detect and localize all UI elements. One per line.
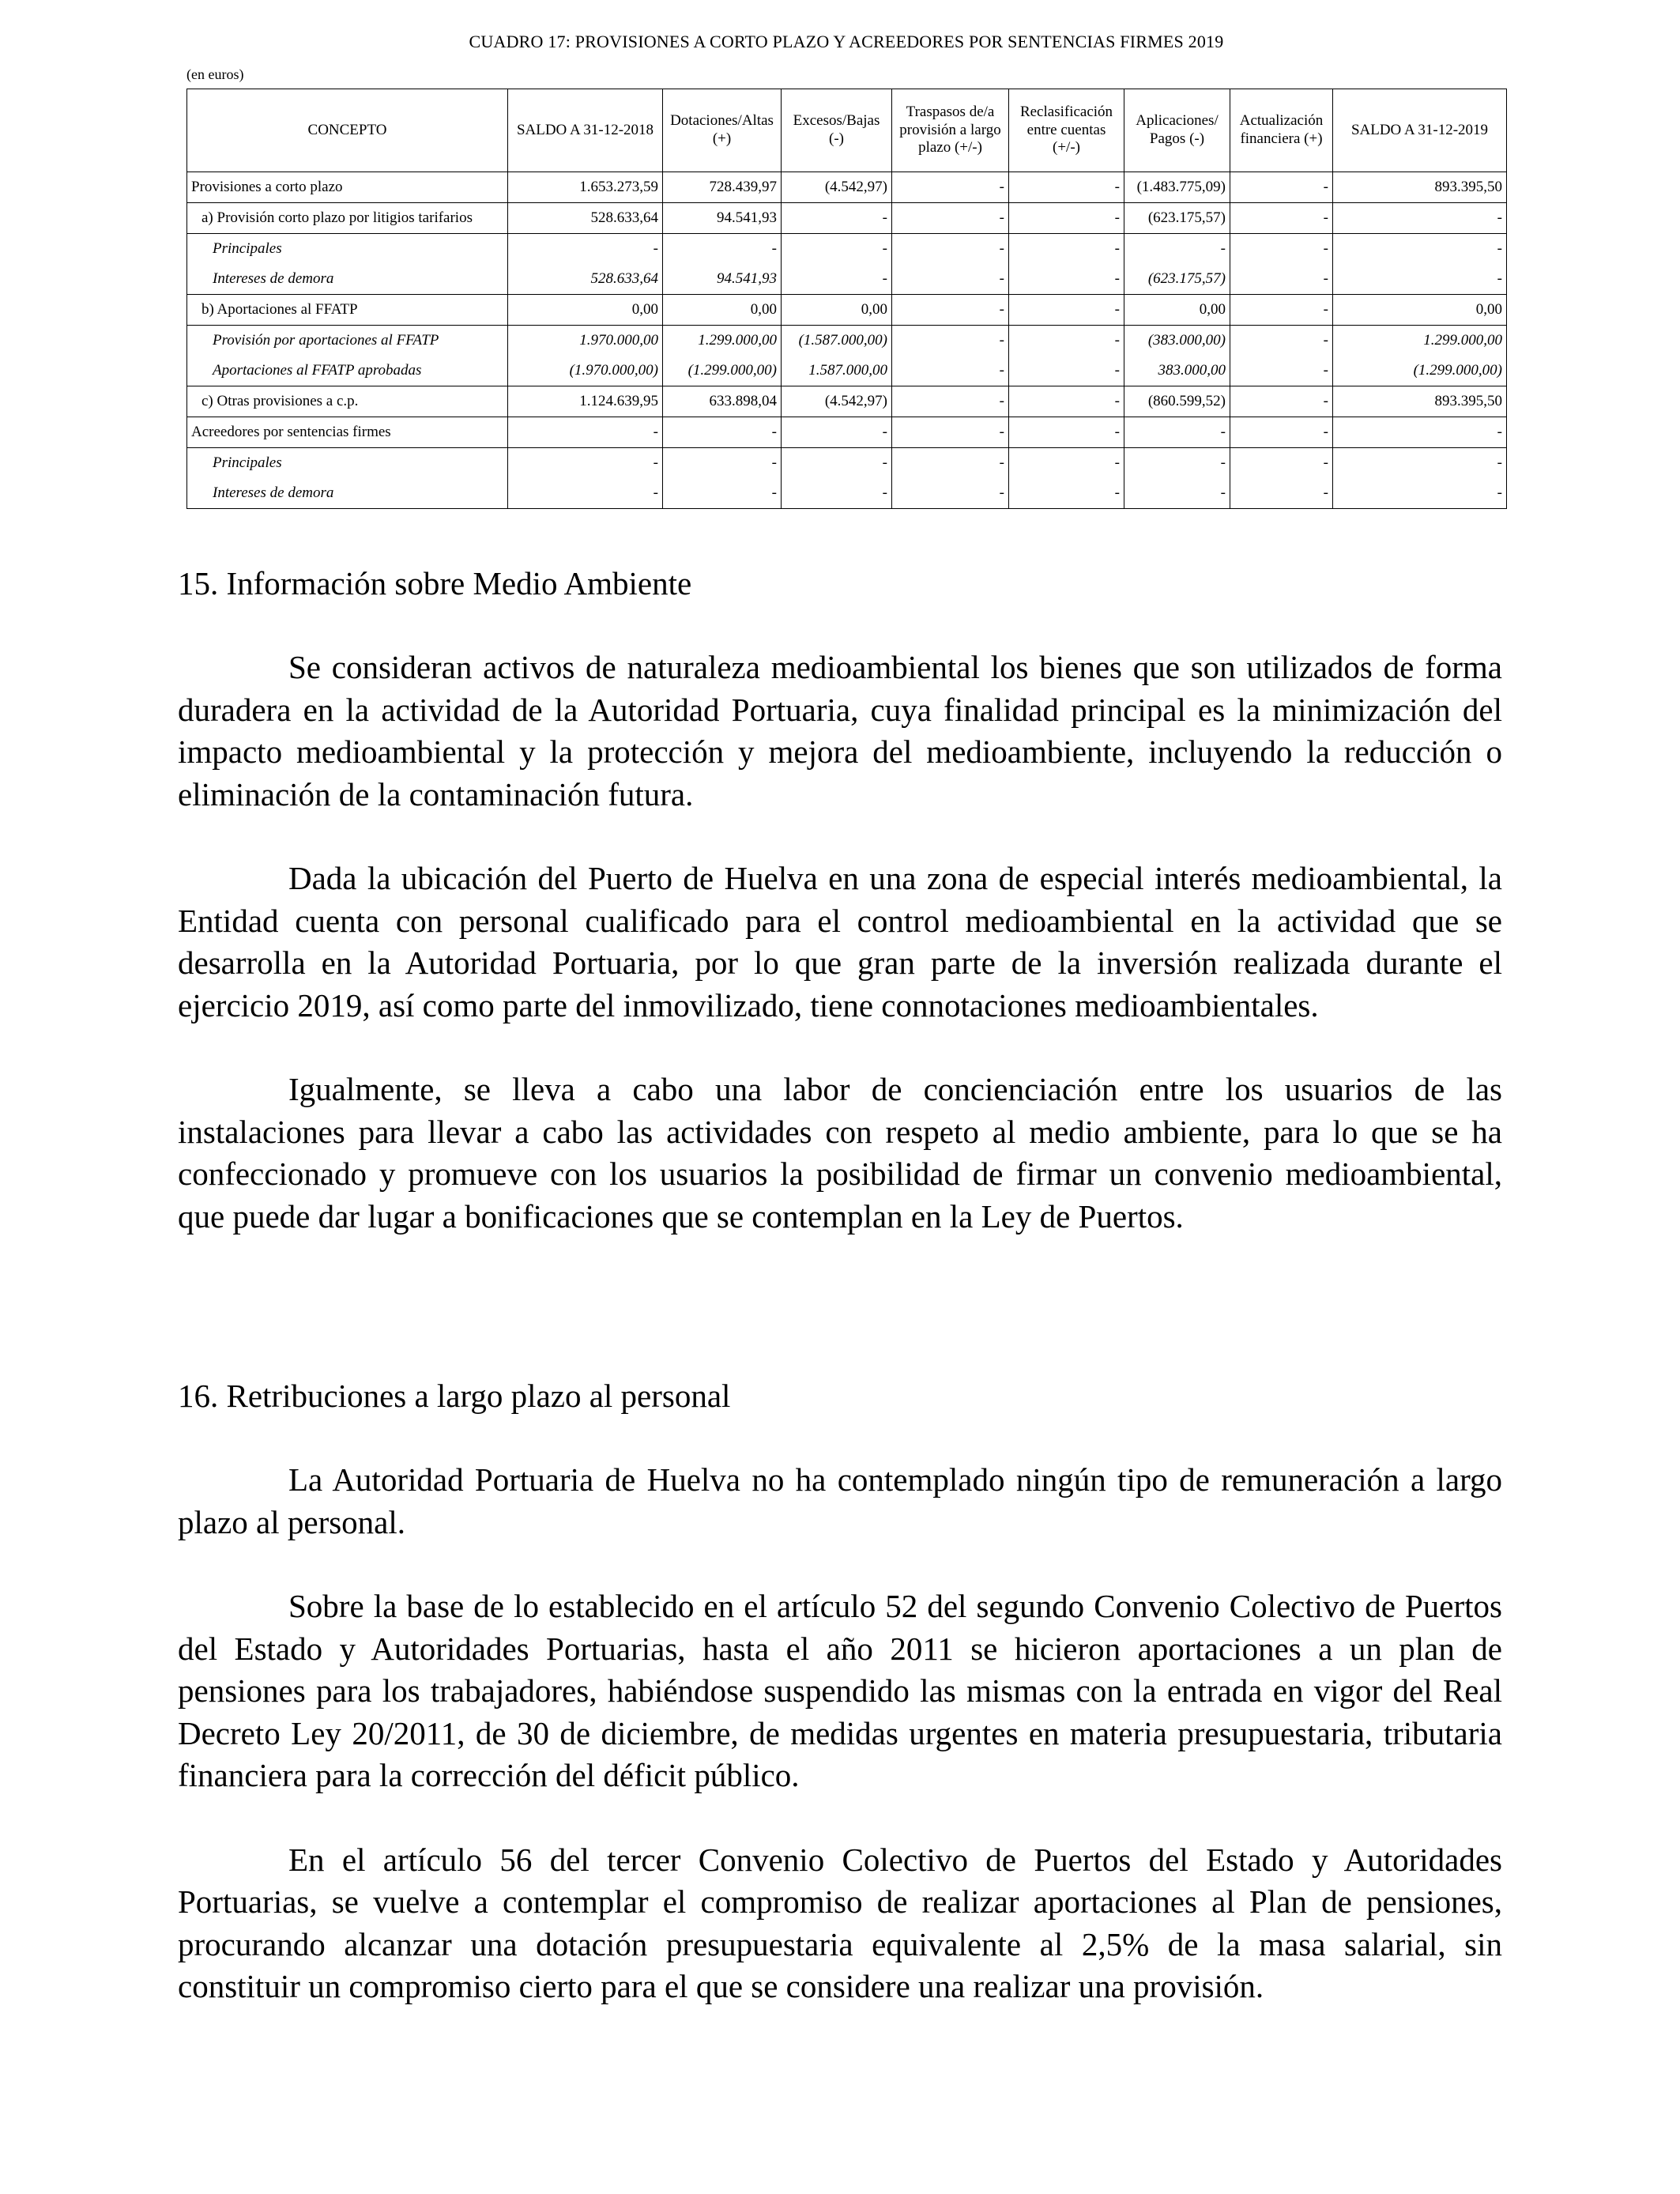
value-cell: - xyxy=(1009,295,1124,326)
value-cell: - xyxy=(508,478,663,509)
value-cell: - xyxy=(1230,295,1333,326)
value-cell: - xyxy=(508,417,663,448)
value-cell: - xyxy=(1333,448,1507,479)
value-cell: - xyxy=(1333,203,1507,234)
value-cell: - xyxy=(1009,417,1124,448)
value-cell: - xyxy=(1230,448,1333,479)
value-cell: (1.299.000,00) xyxy=(663,356,782,386)
concept-cell: Principales xyxy=(187,234,508,265)
value-cell: (1.299.000,00) xyxy=(1333,356,1507,386)
table-row xyxy=(187,203,1507,234)
value-cell: 893.395,50 xyxy=(1333,172,1507,203)
value-cell: - xyxy=(1230,326,1333,356)
concept-cell: Acreedores por sentencias firmes xyxy=(187,417,508,448)
value-cell: 0,00 xyxy=(663,295,782,326)
value-cell: 0,00 xyxy=(782,295,892,326)
table-row xyxy=(187,295,1507,326)
value-cell: (860.599,52) xyxy=(1124,386,1230,417)
value-cell: - xyxy=(892,478,1009,509)
column-header: Traspasos de/a provisión a largo plazo (+/-) xyxy=(892,89,1009,172)
value-cell: - xyxy=(892,234,1009,265)
value-cell: - xyxy=(1230,203,1333,234)
paragraph: La Autoridad Portuaria de Huelva no ha contemplado ningún tipo de remuneración a largo plazo al personal. xyxy=(178,1461,1502,1540)
value-cell: 893.395,50 xyxy=(1333,386,1507,417)
value-cell: - xyxy=(1124,234,1230,265)
column-header: SALDO A 31-12-2018 xyxy=(508,89,663,172)
table-row xyxy=(187,326,1507,356)
value-cell: - xyxy=(892,326,1009,356)
value-cell: (1.483.775,09) xyxy=(1124,172,1230,203)
concept-cell: b) Aportaciones al FFATP xyxy=(187,295,508,326)
value-cell: 383.000,00 xyxy=(1124,356,1230,386)
paragraph: Sobre la base de lo establecido en el artículo 52 del segundo Convenio Colectivo de Puertos del Estado y Autoridades Portuarias, hasta el año 2011 se hicieron aportaciones a un plan de pensiones para los trabajadores, habiéndose suspendido las mismas con la entrada en vigor del Real Decreto Ley 20/2011, de 30 de diciembre, de medidas urgentes en materia presupuestaria, tributaria financiera para la corrección del déficit público. xyxy=(178,1588,1502,1793)
value-cell: - xyxy=(508,234,663,265)
value-cell: - xyxy=(1009,478,1124,509)
value-cell: - xyxy=(782,234,892,265)
value-cell: - xyxy=(1009,386,1124,417)
value-cell: - xyxy=(782,448,892,479)
column-header: Actualización financiera (+) xyxy=(1230,89,1333,172)
concept-cell: a) Provisión corto plazo por litigios tarifarios xyxy=(187,203,508,234)
value-cell: - xyxy=(1333,234,1507,265)
value-cell: - xyxy=(892,448,1009,479)
value-cell: 1.299.000,00 xyxy=(663,326,782,356)
table-header-row xyxy=(187,89,1507,172)
value-cell: - xyxy=(1124,417,1230,448)
value-cell: - xyxy=(1009,172,1124,203)
value-cell: - xyxy=(782,203,892,234)
value-cell: 1.653.273,59 xyxy=(508,172,663,203)
concept-cell: Intereses de demora xyxy=(187,264,508,295)
value-cell: 94.541,93 xyxy=(663,203,782,234)
value-cell: - xyxy=(1230,417,1333,448)
table-row xyxy=(187,386,1507,417)
section-16-body xyxy=(178,1459,1502,2008)
value-cell: - xyxy=(892,295,1009,326)
value-cell: - xyxy=(1009,203,1124,234)
column-header: Excesos/Bajas (-) xyxy=(782,89,892,172)
table-units: (en euros) xyxy=(186,66,244,82)
value-cell: - xyxy=(663,448,782,479)
table-row xyxy=(187,172,1507,203)
value-cell: 728.439,97 xyxy=(663,172,782,203)
table-title: CUADRO 17: PROVISIONES A CORTO PLAZO Y ACREEDORES POR SENTENCIAS FIRMES 2019 xyxy=(469,32,1224,51)
value-cell: 94.541,93 xyxy=(663,264,782,295)
value-cell: - xyxy=(892,417,1009,448)
value-cell: - xyxy=(663,417,782,448)
value-cell: - xyxy=(1333,478,1507,509)
value-cell: 0,00 xyxy=(508,295,663,326)
provisions-table xyxy=(186,89,1507,509)
table-row xyxy=(187,264,1507,295)
column-header: Reclasificación entre cuentas (+/-) xyxy=(1009,89,1124,172)
value-cell: - xyxy=(1230,264,1333,295)
value-cell: - xyxy=(1230,478,1333,509)
value-cell: (1.587.000,00) xyxy=(782,326,892,356)
value-cell: - xyxy=(892,356,1009,386)
column-header: SALDO A 31-12-2019 xyxy=(1333,89,1507,172)
paragraph: Dada la ubicación del Puerto de Huelva en una zona de especial interés medioambiental, la Entidad cuenta con personal cualificado para el control medioambiental en la actividad que se desarrolla en la Autoridad Portuaria, por lo que gran parte de la inversión realizada durante el ejercicio 2019, así como parte del inmovilizado, tiene connotaciones medioambientales. xyxy=(178,860,1502,1023)
value-cell: - xyxy=(892,172,1009,203)
value-cell: 1.124.639,95 xyxy=(508,386,663,417)
value-cell: - xyxy=(663,234,782,265)
value-cell: 1.299.000,00 xyxy=(1333,326,1507,356)
paragraph: Igualmente, se lleva a cabo una labor de concienciación entre los usuarios de las instalaciones para llevar a cabo las actividades con respeto al medio ambiente, para lo que se ha confeccionado y promueve con los usuarios la posibilidad de firmar un convenio medioambiental, que puede dar lugar a bonificaciones que se contemplan en la Ley de Puertos. xyxy=(178,1071,1502,1235)
table-row xyxy=(187,234,1507,265)
paragraph: Se consideran activos de naturaleza medioambiental los bienes que son utilizados de forma duradera en la actividad de la Autoridad Portuaria, cuya finalidad principal es la minimización del impacto medioambiental y la protección y mejora del medioambiente, incluyendo la reducción o eliminación de la contaminación futura. xyxy=(178,649,1502,812)
value-cell: - xyxy=(782,478,892,509)
value-cell: 528.633,64 xyxy=(508,264,663,295)
table-row xyxy=(187,417,1507,448)
section-15-body xyxy=(178,647,1502,1238)
value-cell: - xyxy=(892,386,1009,417)
concept-cell: Aportaciones al FFATP aprobadas xyxy=(187,356,508,386)
value-cell: - xyxy=(1230,356,1333,386)
concept-cell: Principales xyxy=(187,448,508,479)
column-header: Dotaciones/Altas (+) xyxy=(663,89,782,172)
value-cell: - xyxy=(1124,478,1230,509)
concept-cell: Provisiones a corto plazo xyxy=(187,172,508,203)
value-cell: (4.542,97) xyxy=(782,386,892,417)
value-cell: - xyxy=(1230,234,1333,265)
value-cell: - xyxy=(782,264,892,295)
concept-cell: c) Otras provisiones a c.p. xyxy=(187,386,508,417)
value-cell: - xyxy=(1009,326,1124,356)
value-cell: - xyxy=(1009,234,1124,265)
value-cell: - xyxy=(1333,264,1507,295)
table-row xyxy=(187,448,1507,479)
value-cell: - xyxy=(892,264,1009,295)
value-cell: - xyxy=(1230,386,1333,417)
table-row xyxy=(187,478,1507,509)
value-cell: 528.633,64 xyxy=(508,203,663,234)
value-cell: (4.542,97) xyxy=(782,172,892,203)
concept-cell: Provisión por aportaciones al FFATP xyxy=(187,326,508,356)
value-cell: (383.000,00) xyxy=(1124,326,1230,356)
value-cell: (1.970.000,00) xyxy=(508,356,663,386)
value-cell: (623.175,57) xyxy=(1124,203,1230,234)
value-cell: - xyxy=(508,448,663,479)
value-cell: - xyxy=(1230,172,1333,203)
value-cell: (623.175,57) xyxy=(1124,264,1230,295)
value-cell: - xyxy=(663,478,782,509)
value-cell: 1.970.000,00 xyxy=(508,326,663,356)
value-cell: - xyxy=(1333,417,1507,448)
value-cell: - xyxy=(1009,356,1124,386)
column-header: CONCEPTO xyxy=(187,89,508,172)
section-16-heading: 16. Retribuciones a largo plazo al personal xyxy=(178,1378,731,1414)
value-cell: 633.898,04 xyxy=(663,386,782,417)
section-15-heading: 15. Información sobre Medio Ambiente xyxy=(178,565,692,601)
value-cell: 1.587.000,00 xyxy=(782,356,892,386)
value-cell: - xyxy=(1009,448,1124,479)
value-cell: - xyxy=(782,417,892,448)
paragraph: En el artículo 56 del tercer Convenio Colectivo de Puertos del Estado y Autoridades Portuarias, se vuelve a contemplar el compromiso de realizar aportaciones al Plan de pensiones, procurando alcanzar una dotación presupuestaria equivalente al 2,5% de la masa salarial, sin constituir un compromiso cierto para el que se considere una realizar una provisión. xyxy=(178,1841,1502,2004)
value-cell: - xyxy=(1009,264,1124,295)
column-header: Aplicaciones/ Pagos (-) xyxy=(1124,89,1230,172)
table-row xyxy=(187,356,1507,386)
concept-cell: Intereses de demora xyxy=(187,478,508,509)
value-cell: - xyxy=(892,203,1009,234)
value-cell: 0,00 xyxy=(1124,295,1230,326)
value-cell: 0,00 xyxy=(1333,295,1507,326)
value-cell: - xyxy=(1124,448,1230,479)
